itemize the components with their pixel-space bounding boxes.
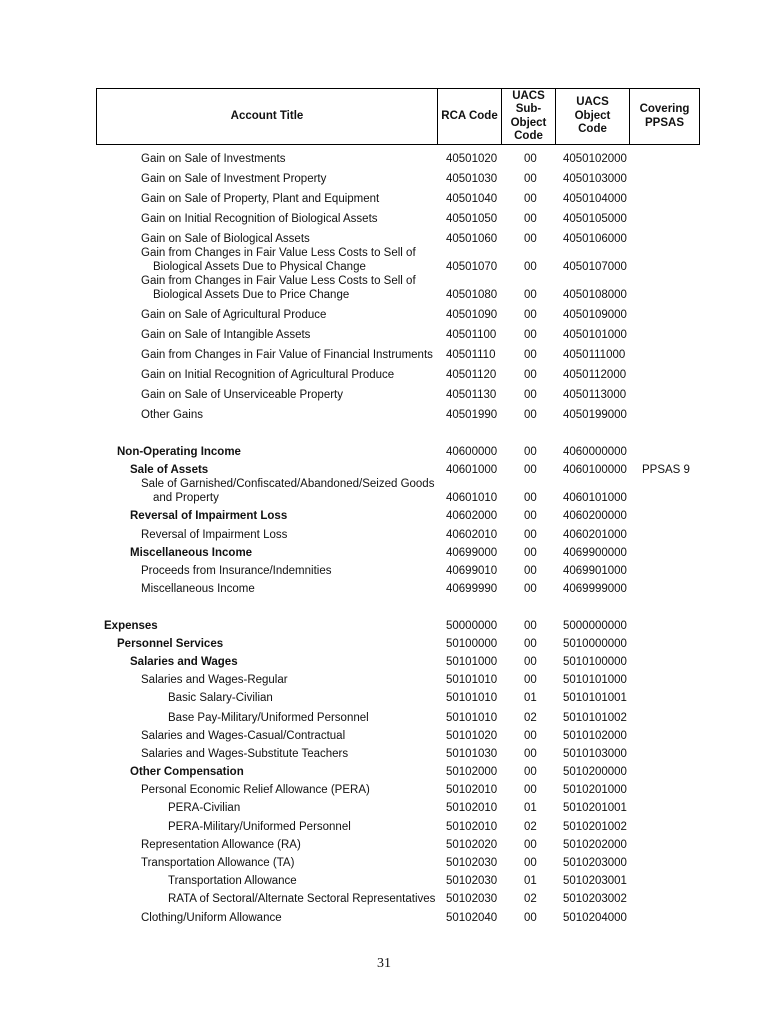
uacs-sub-object-code: 00	[524, 638, 537, 650]
account-title: Sale of Assets	[130, 464, 209, 476]
account-title: Gain on Sale of Agricultural Produce	[141, 309, 327, 321]
uacs-sub-object-code: 00	[524, 233, 537, 245]
rca-code: 40501110	[446, 349, 496, 361]
uacs-sub-object-code: 01	[524, 802, 537, 814]
uacs-object-code: 5010204000	[563, 912, 627, 924]
uacs-sub-object-code: 00	[524, 857, 537, 869]
uacs-sub-object-code: 00	[524, 583, 537, 595]
rca-code: 50000000	[446, 620, 498, 632]
account-title-continuation: Biological Assets Due to Price Change	[153, 289, 350, 301]
uacs-sub-object-code: 00	[524, 620, 537, 632]
account-title: Gain on Sale of Intangible Assets	[141, 329, 311, 341]
uacs-object-code: 4050111000	[563, 349, 626, 361]
uacs-object-code: 5010203002	[563, 893, 627, 905]
rca-code: 40699990	[446, 583, 498, 595]
account-title: Proceeds from Insurance/Indemnities	[141, 565, 332, 577]
uacs-object-code: 5010103000	[563, 748, 627, 760]
account-title: Salaries and Wages-Substitute Teachers	[141, 748, 349, 760]
uacs-sub-object-code: 00	[524, 784, 537, 796]
uacs-object-code: 4069900000	[563, 547, 627, 559]
uacs-sub-object-code: 00	[524, 748, 537, 760]
account-title: Transportation Allowance (TA)	[141, 857, 295, 869]
rca-code: 40501100	[446, 329, 497, 341]
uacs-sub-object-code: 00	[524, 409, 537, 421]
uacs-object-code: 4060000000	[563, 446, 627, 458]
rca-code: 50101000	[446, 656, 498, 668]
account-title: Gain from Changes in Fair Value Less Costs to Sell of	[141, 247, 416, 259]
account-title: Salaries and Wages-Regular	[141, 674, 288, 686]
uacs-object-code: 4050113000	[563, 389, 627, 401]
rca-code: 40601000	[446, 464, 498, 476]
uacs-object-code: 5010202000	[563, 839, 627, 851]
account-title: Salaries and Wages-Casual/Contractual	[141, 730, 346, 742]
account-title: Representation Allowance (RA)	[141, 839, 301, 851]
rca-code: 40501040	[446, 193, 498, 205]
uacs-object-code: 5010201002	[563, 821, 627, 833]
rca-code: 40501060	[446, 233, 498, 245]
account-title: Gain from Changes in Fair Value of Financial Instruments	[141, 349, 433, 361]
uacs-sub-object-code: 01	[524, 875, 537, 887]
rca-code: 40501990	[446, 409, 498, 421]
rca-code: 40501020	[446, 153, 498, 165]
rca-code: 50102030	[446, 875, 498, 887]
uacs-object-code: 4060200000	[563, 510, 627, 522]
uacs-object-code: 4050104000	[563, 193, 627, 205]
account-title: Expenses	[104, 620, 158, 632]
header-covering-ppsas: Covering PPSAS	[629, 89, 699, 144]
rca-code: 40699000	[446, 547, 498, 559]
rca-code: 40600000	[446, 446, 498, 458]
account-title: Basic Salary-Civilian	[168, 692, 273, 704]
uacs-object-code: 4050101000	[563, 329, 627, 341]
uacs-object-code: 4069901000	[563, 565, 627, 577]
uacs-object-code: 4050109000	[563, 309, 627, 321]
rca-code: 50101010	[446, 692, 498, 704]
uacs-sub-object-code: 00	[524, 839, 537, 851]
rca-code: 50102030	[446, 857, 498, 869]
account-title: PERA-Military/Uniformed Personnel	[168, 821, 351, 833]
rca-code: 50101030	[446, 748, 498, 760]
rca-code: 40501120	[446, 369, 497, 381]
uacs-sub-object-code: 02	[524, 712, 537, 724]
uacs-sub-object-code: 00	[524, 766, 537, 778]
uacs-sub-object-code: 00	[524, 510, 537, 522]
uacs-object-code: 5010200000	[563, 766, 627, 778]
account-title: Gain on Sale of Investment Property	[141, 173, 327, 185]
rca-code: 50101010	[446, 712, 498, 724]
rca-code: 40501090	[446, 309, 498, 321]
uacs-sub-object-code: 00	[524, 730, 537, 742]
uacs-object-code: 4060100000	[563, 464, 627, 476]
uacs-sub-object-code: 02	[524, 893, 537, 905]
account-title: Reversal of Impairment Loss	[141, 529, 288, 541]
uacs-object-code: 5010101000	[563, 674, 627, 686]
uacs-object-code: 5010100000	[563, 656, 627, 668]
uacs-sub-object-code: 00	[524, 656, 537, 668]
account-title: Salaries and Wages	[130, 656, 238, 668]
uacs-sub-object-code: 00	[524, 349, 537, 361]
uacs-object-code: 5000000000	[563, 620, 627, 632]
uacs-object-code: 5010101002	[563, 712, 627, 724]
uacs-sub-object-code: 00	[524, 674, 537, 686]
rca-code: 50102030	[446, 893, 498, 905]
rca-code: 50100000	[446, 638, 498, 650]
account-title: Transportation Allowance	[168, 875, 297, 887]
page-number: 31	[377, 956, 391, 971]
account-title: Other Gains	[141, 409, 203, 421]
uacs-sub-object-code: 00	[524, 369, 537, 381]
account-title: Gain from Changes in Fair Value Less Costs to Sell of	[141, 275, 416, 287]
uacs-sub-object-code: 01	[524, 692, 537, 704]
uacs-sub-object-code: 00	[524, 492, 537, 504]
rca-code: 40501050	[446, 213, 498, 225]
rca-code: 40699010	[446, 565, 498, 577]
account-title: Personnel Services	[117, 638, 224, 650]
uacs-object-code: 5010201000	[563, 784, 627, 796]
account-title: RATA of Sectoral/Alternate Sectoral Representatives	[168, 893, 436, 905]
account-title: Gain on Sale of Unserviceable Property	[141, 389, 343, 401]
uacs-object-code: 4069999000	[563, 583, 627, 595]
header-uacs-object-code: UACS Object Code	[555, 89, 629, 144]
rca-code: 50102010	[446, 784, 498, 796]
uacs-sub-object-code: 00	[524, 261, 537, 273]
uacs-object-code: 5010000000	[563, 638, 627, 650]
account-title: Reversal of Impairment Loss	[130, 510, 288, 522]
header-uacs-sub-object-code: UACS Sub- Object Code	[501, 89, 555, 144]
uacs-sub-object-code: 00	[524, 213, 537, 225]
account-title: Clothing/Uniform Allowance	[141, 912, 282, 924]
rca-code: 50102010	[446, 821, 498, 833]
account-title: Miscellaneous Income	[141, 583, 255, 595]
rca-code: 50101010	[446, 674, 498, 686]
uacs-object-code: 4060101000	[563, 492, 627, 504]
uacs-sub-object-code: 00	[524, 529, 537, 541]
uacs-object-code: 5010101001	[563, 692, 627, 704]
uacs-sub-object-code: 00	[524, 193, 537, 205]
account-title-continuation: Biological Assets Due to Physical Change	[153, 261, 366, 273]
uacs-object-code: 4050107000	[563, 261, 627, 273]
uacs-object-code: 4050102000	[563, 153, 627, 165]
rca-code: 40602000	[446, 510, 498, 522]
uacs-sub-object-code: 00	[524, 912, 537, 924]
account-title: Sale of Garnished/Confiscated/Abandoned/Seized Goods	[141, 478, 435, 490]
rca-code: 40501130	[446, 389, 497, 401]
account-title: Gain on Initial Recognition of Biological Assets	[141, 213, 378, 225]
uacs-sub-object-code: 00	[524, 565, 537, 577]
rca-code: 50102010	[446, 802, 498, 814]
uacs-sub-object-code: 00	[524, 547, 537, 559]
uacs-sub-object-code: 00	[524, 289, 537, 301]
uacs-sub-object-code: 02	[524, 821, 537, 833]
uacs-sub-object-code: 00	[524, 389, 537, 401]
uacs-sub-object-code: 00	[524, 329, 537, 341]
rca-code: 50102000	[446, 766, 498, 778]
uacs-sub-object-code: 00	[524, 153, 537, 165]
account-title: Personal Economic Relief Allowance (PERA)	[141, 784, 370, 796]
uacs-object-code: 5010203001	[563, 875, 627, 887]
uacs-sub-object-code: 00	[524, 309, 537, 321]
account-title: Gain on Sale of Investments	[141, 153, 286, 165]
rca-code: 40601010	[446, 492, 498, 504]
rca-code: 40501070	[446, 261, 498, 273]
uacs-object-code: 4050105000	[563, 213, 627, 225]
rca-code: 50102020	[446, 839, 498, 851]
uacs-object-code: 5010201001	[563, 802, 627, 814]
account-title: Non-Operating Income	[117, 446, 241, 458]
rca-code: 40501080	[446, 289, 498, 301]
header-rca-code: RCA Code	[437, 89, 501, 144]
header-account-title: Account Title	[230, 109, 304, 122]
rca-code: 50102040	[446, 912, 498, 924]
uacs-object-code: 4050108000	[563, 289, 627, 301]
account-title: Base Pay-Military/Uniformed Personnel	[168, 712, 369, 724]
covering-ppsas: PPSAS 9	[642, 464, 690, 476]
uacs-object-code: 4050106000	[563, 233, 627, 245]
uacs-object-code: 5010203000	[563, 857, 627, 869]
uacs-sub-object-code: 00	[524, 173, 537, 185]
rca-code: 40501030	[446, 173, 498, 185]
rca-code: 40602010	[446, 529, 498, 541]
rca-code: 50101020	[446, 730, 498, 742]
account-title: PERA-Civilian	[168, 802, 241, 814]
uacs-object-code: 4050199000	[563, 409, 627, 421]
account-title: Miscellaneous Income	[130, 547, 253, 559]
uacs-sub-object-code: 00	[524, 464, 537, 476]
uacs-sub-object-code: 00	[524, 446, 537, 458]
account-title-continuation: and Property	[153, 492, 219, 504]
account-title: Gain on Initial Recognition of Agricultural Produce	[141, 369, 395, 381]
uacs-object-code: 4050112000	[563, 369, 627, 381]
uacs-object-code: 4050103000	[563, 173, 627, 185]
uacs-object-code: 5010102000	[563, 730, 627, 742]
account-title: Gain on Sale of Biological Assets	[141, 233, 310, 245]
account-title: Other Compensation	[130, 766, 244, 778]
uacs-object-code: 4060201000	[563, 529, 627, 541]
account-title: Gain on Sale of Property, Plant and Equipment	[141, 193, 380, 205]
